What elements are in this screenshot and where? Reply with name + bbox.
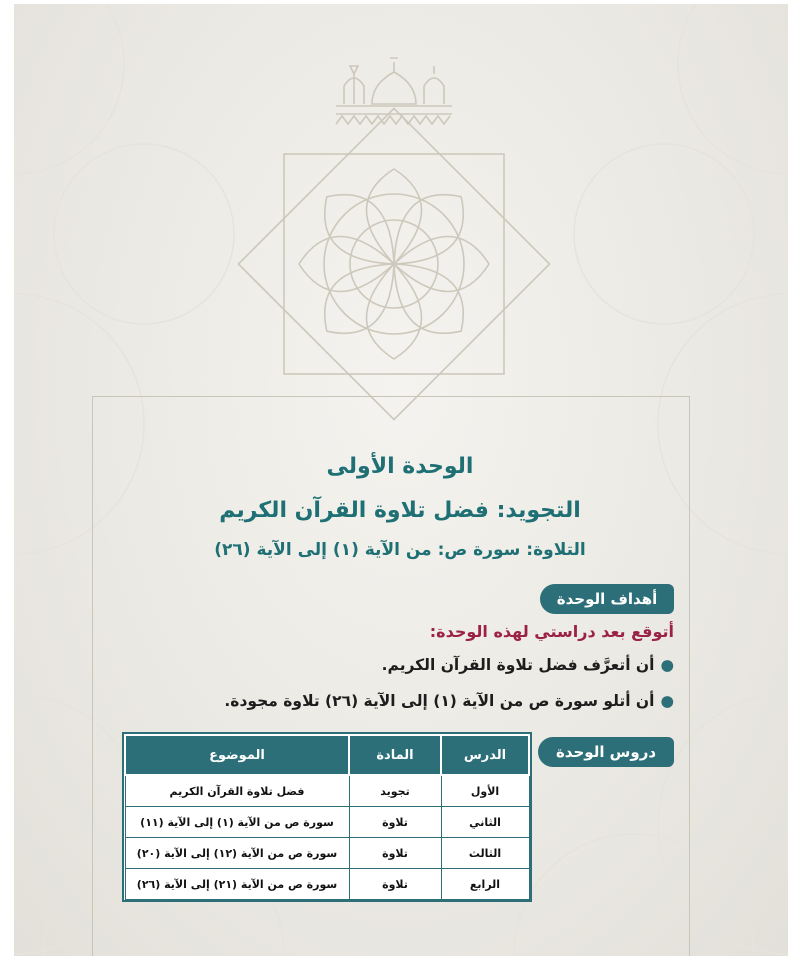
lesson-cell: الأول bbox=[441, 775, 529, 807]
subject-cell: تلاوة bbox=[349, 807, 441, 838]
topic-cell: سورة ص من الآية (١٢) إلى الآية (٢٠) bbox=[125, 838, 349, 869]
goal-text: أن أتعرَّف فضل تلاوة القرآن الكريم. bbox=[381, 656, 655, 674]
bullet-icon: ● bbox=[660, 656, 674, 674]
header-topic: الموضوع bbox=[125, 735, 349, 775]
lesson-cell: الثاني bbox=[441, 807, 529, 838]
subject-cell: تلاوة bbox=[349, 838, 441, 869]
tilawa-title: التلاوة: سورة ص: من الآية (١) إلى الآية (٢٦) bbox=[214, 540, 586, 560]
tajweed-title: التجويد: فضل تلاوة القرآن الكريم bbox=[219, 498, 581, 523]
topic-cell: سورة ص من الآية (١) إلى الآية (١١) bbox=[125, 807, 349, 838]
topic-cell: فضل تلاوة القرآن الكريم bbox=[125, 775, 349, 807]
mosque-rosette-ornament bbox=[224, 44, 564, 434]
unit-lessons-tag: دروس الوحدة bbox=[538, 737, 674, 767]
goal-item bbox=[382, 656, 674, 674]
subject-cell: تجويد bbox=[349, 775, 441, 807]
goal-item bbox=[224, 692, 674, 710]
table-row bbox=[125, 838, 529, 869]
unit-title: الوحدة الأولى bbox=[326, 454, 474, 479]
unit-goals-tag: أهداف الوحدة bbox=[540, 584, 674, 614]
header-subject: المادة bbox=[349, 735, 441, 775]
lesson-cell: الرابع bbox=[441, 869, 529, 900]
goal-text: أن أتلو سورة ص من الآية (١) إلى الآية (٢٦) تلاوة مجودة. bbox=[224, 692, 655, 710]
table-row bbox=[125, 807, 529, 838]
bullet-icon: ● bbox=[660, 692, 674, 710]
header-lesson: الدرس bbox=[441, 735, 529, 775]
lessons-table bbox=[124, 734, 530, 900]
table-row bbox=[125, 869, 529, 900]
topic-cell: سورة ص من الآية (٢١) إلى الآية (٢٦) bbox=[125, 869, 349, 900]
table-row bbox=[125, 775, 529, 807]
lesson-cell: الثالث bbox=[441, 838, 529, 869]
goals-intro: أتوقع بعد دراستي لهذه الوحدة: bbox=[429, 622, 674, 641]
subject-cell: تلاوة bbox=[349, 869, 441, 900]
table-header-row bbox=[125, 735, 529, 775]
